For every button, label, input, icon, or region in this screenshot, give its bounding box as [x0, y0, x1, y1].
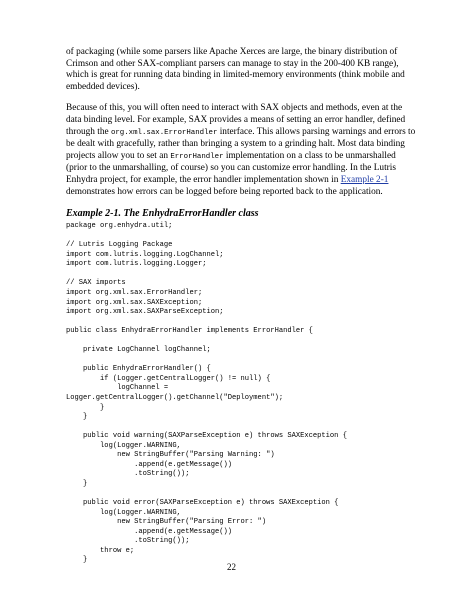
paragraph-text-part-1: Because of this, you will often need to interact with SAX objects and methods, even at the data binding level. For example, SAX provides a means of setting an error handler, defined through the — [66, 103, 406, 137]
paragraph-packaging-text: of packaging (while some parsers like Apache Xerces are large, the binary distribution of Crimson and other SAX-compliant parsers can manage to stay in the 200-400 KB range), which is great for running data binding in limited-memory environments (think mobile and embedded devices). — [66, 47, 405, 92]
paragraph-packaging — [66, 47, 416, 93]
paragraph-text-part-3: implementation on a class to be unmarshalled (prior to the unmarshalling, of course) so you can customize error handling. In the Lutris Enhydra project, for example, the error handler implementation shown in — [66, 150, 396, 185]
inline-code-errorhandler: ErrorHandler — [170, 152, 224, 161]
example-2-1-link[interactable]: Example 2-1 — [340, 174, 389, 185]
paragraph-text-part-2: interface. This allows parsing warnings and errors to be dealt with gracefully, rather than bringing a system to a grinding halt. Most data binding projects allow you to set an — [66, 126, 416, 161]
example-title: Example 2-1. The EnhydraErrorHandler class — [66, 208, 259, 220]
paragraph-text-part-4: demonstrates how errors can be logged before being reported back to the application. — [66, 186, 383, 197]
paragraph-sax-error-handler — [66, 103, 416, 198]
page-number: 22 — [227, 562, 236, 572]
inline-code-errorhandler-interface: org.xml.sax.ErrorHandler — [110, 128, 218, 137]
example-code-listing: package org.enhydra.util; // Lutris Logging Package import com.lutris.logging.LogChannel; import com.lutris.logging.Logger; // SAX imports import org.xml.sax.ErrorHandler; import org.xml.sax.SAXException; import org.xml.sax.SAXParseException; public class EnhydraErrorHandler implements ErrorHandler { private LogChannel logChannel; public EnhydraErrorHandler() { if (Logger.getCentralLogger() != null) { logChannel = Logger.getCentralLogger().getChannel("Deployment"); } } public void warning(SAXParseException e) throws SAXException { log(Logger.WARNING, new StringBuffer("Parsing Warning: ") .append(e.getMessage()) .toString()); } public void error(SAXParseException e) throws SAXException { log(Logger.WARNING, new StringBuffer("Parsing Error: ") .append(e.getMessage()) .toString()); throw e; } — [66, 222, 347, 565]
page-content — [66, 47, 416, 566]
